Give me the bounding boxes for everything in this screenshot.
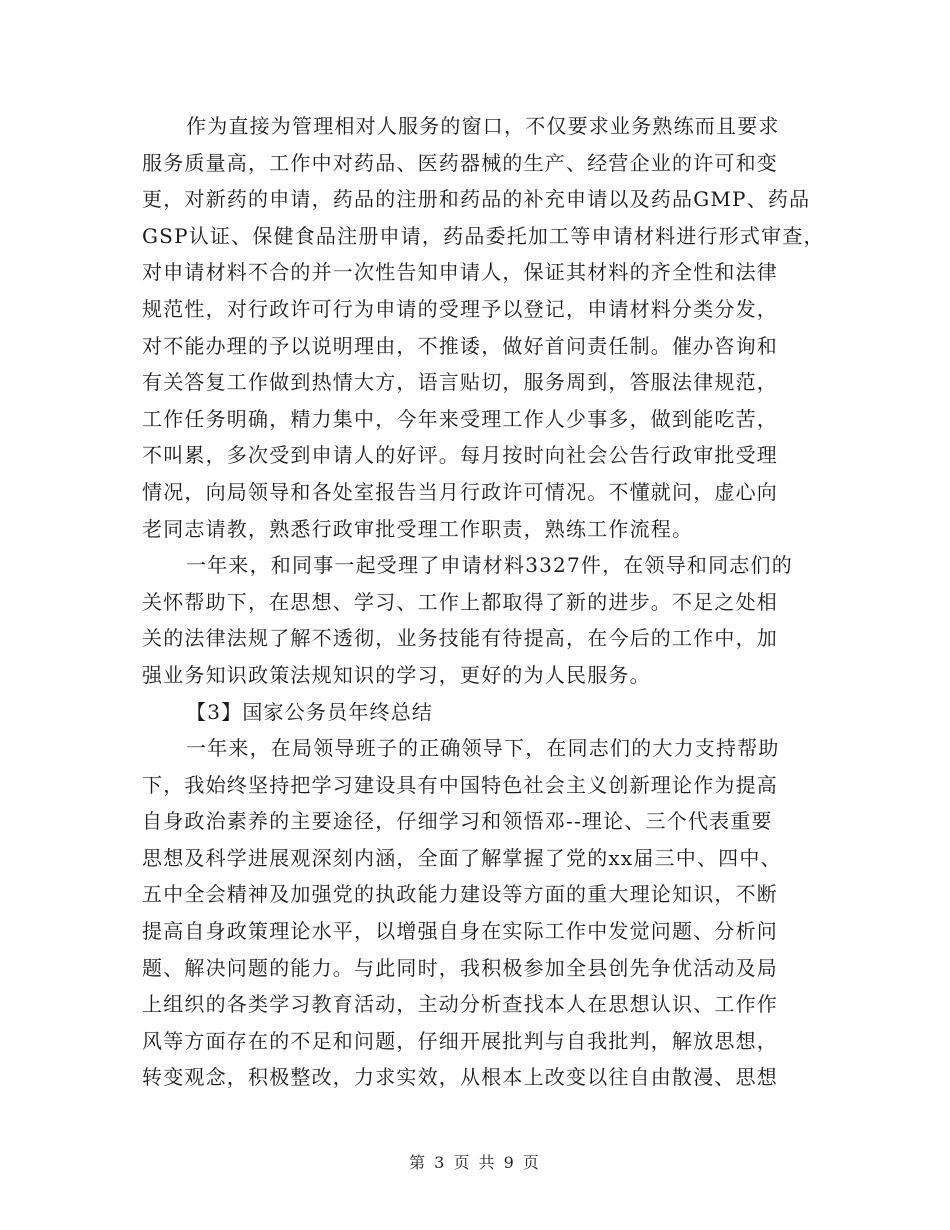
text-line: 不叫累，多次受到申请人的好评。每月按时向社会公告行政审批受理 (142, 443, 778, 468)
text-line: 对不能办理的予以说明理由，不推诿，做好首问责任制。催办咨询和 (142, 333, 778, 358)
text-line: 一年来，和同事一起受理了申请材料3327件，在领导和同志们的 (186, 553, 793, 578)
text-line: 上组织的各类学习教育活动，主动分析查找本人在思想认识、工作作 (142, 992, 778, 1017)
text-line: 有关答复工作做到热情大方，语言贴切，服务周到，答服法律规范， (142, 370, 778, 395)
text-line: 规范性，对行政许可行为申请的受理予以登记，申请材料分类分发， (142, 296, 778, 321)
text-line: 自身政治素养的主要途径，仔细学习和领悟邓--理论、三个代表重要 (142, 809, 773, 834)
text-line: 关怀帮助下，在思想、学习、工作上都取得了新的进步。不足之处相 (142, 589, 778, 614)
text-line: 更，对新药的申请，药品的注册和药品的补充申请以及药品GMP、药品 (142, 187, 811, 212)
text-line: 转变观念，积极整改，力求实效，从根本上改变以往自由散漫、思想 (142, 1065, 778, 1090)
text-line: GSP认证、保健食品注册申请，药品委托加工等申请材料进行形式审查， (142, 223, 825, 248)
text-line: 工作任务明确，精力集中，今年来受理工作人少事多，做到能吃苦， (142, 406, 778, 431)
text-line: 下，我始终坚持把学习建设具有中国特色社会主义创新理论作为提高 (142, 772, 778, 797)
text-line: 作为直接为管理相对人服务的窗口，不仅要求业务熟练而且要求 (186, 114, 780, 138)
text-line: 对申请材料不合的并一次性告知申请人，保证其材料的齐全性和法律 (142, 260, 778, 285)
text-line: 风等方面存在的不足和问题，仔细开展批判与自我批判，解放思想， (142, 1028, 778, 1053)
text-line: 情况，向局领导和各处室报告当月行政许可情况。不懂就问，虚心向 (142, 479, 778, 504)
text-line: 【3】国家公务员年终总结 (186, 699, 434, 724)
page-number: 第 3 页 共 9 页 (409, 1153, 541, 1172)
text-line: 题、解决问题的能力。与此同时，我积极参加全县创先争优活动及局 (142, 955, 778, 980)
text-line: 强业务知识政策法规知识的学习，更好的为人民服务。 (142, 662, 651, 687)
text-line: 五中全会精神及加强党的执政能力建设等方面的重大理论知识，不断 (142, 882, 778, 907)
text-line: 服务质量高，工作中对药品、医药器械的生产、经营企业的许可和变 (142, 150, 778, 175)
text-line: 一年来，在局领导班子的正确领导下，在同志们的大力支持帮助 (186, 736, 780, 761)
text-line: 思想及科学进展观深刻内涵，全面了解掌握了党的xx届三中、四中、 (142, 845, 782, 870)
body-text (142, 108, 832, 1096)
text-line: 老同志请教，熟悉行政审批受理工作职责，熟练工作流程。 (142, 516, 694, 541)
text-line: 关的法律法规了解不透彻，业务技能有待提高，在今后的工作中，加 (142, 626, 778, 651)
text-line: 提高自身政策理论水平，以增强自身在实际工作中发觉问题、分析问 (142, 919, 778, 944)
